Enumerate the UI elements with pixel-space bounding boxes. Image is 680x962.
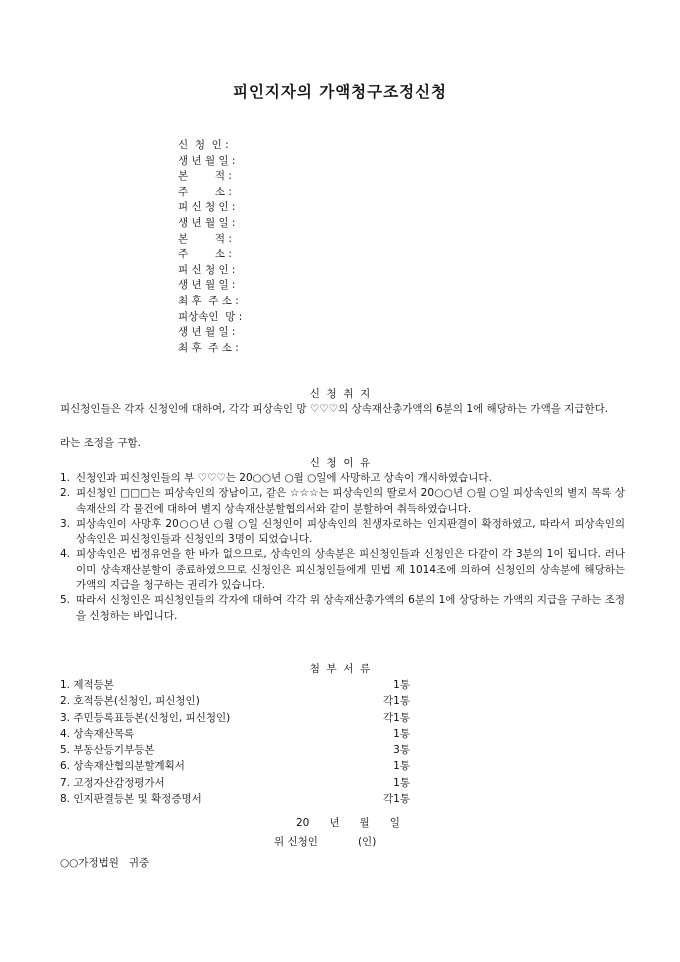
party-field: 생 년 월 일 :: [178, 279, 236, 292]
reason-item: [60, 486, 625, 517]
reason-text: 따라서 신청인은 피신청인들의 각자에 대하여 각각 위 상속재산총가액의 6분의 1에 상당하는 가액의 지급을 구하는 조정을 신청하는 바입니다.: [76, 594, 625, 622]
attachment-label: 8. 인지판결등본 및 확정증명서: [60, 793, 202, 806]
party-field: 피 신 청 인 :: [178, 201, 236, 214]
attachment-label: 6. 상속재산협의분할계획서: [60, 760, 185, 773]
reasons-list: [60, 471, 625, 624]
attachment-item: [60, 742, 410, 758]
party-field: 피 신 청 인 :: [178, 263, 236, 276]
signature-line: 위 신청인 (인): [274, 836, 377, 848]
party-field: 주 소 :: [178, 248, 232, 261]
reason-number: 1.: [60, 472, 71, 484]
attachment-count: 각1통: [383, 711, 410, 724]
purpose-heading: 신 청 취 지: [309, 388, 371, 400]
reason-item: [60, 517, 625, 548]
reason-item: [60, 547, 625, 593]
party-field: 생 년 월 일 :: [178, 326, 236, 339]
attachments-list: [60, 677, 410, 807]
attachment-label: 7. 고정자산감정평가서: [60, 776, 165, 789]
attachment-count: 1통: [393, 776, 410, 789]
reason-text: 피신청인 □□□는 피상속인의 장남이고, 같은 ☆☆☆는 피상속인의 딸로서 20○○년 ○월 ○일 피상속인의 별지 목록 상속재산의 각 물건에 대하여 별지 상속재산분할협의서와 같이 분할하여 취득하였습니다.: [76, 487, 625, 515]
attachment-item: [60, 775, 410, 791]
party-field: 최 후 주 소 :: [178, 341, 239, 354]
purpose-closing: 라는 조정을 구함.: [60, 437, 142, 449]
party-field: 생 년 월 일 :: [178, 216, 236, 229]
reason-number: 2.: [60, 487, 71, 500]
court-recipient: ○○가정법원 귀중: [60, 857, 150, 869]
party-field: 피상속인 망 :: [178, 310, 243, 323]
attachment-item: [60, 726, 410, 742]
party-field: 신 청 인 :: [178, 139, 229, 151]
attachment-label: 3. 주민등록표등본(신청인, 피신청인): [60, 711, 231, 724]
purpose-text: 피신청인들은 각자 신청인에 대하여, 각각 피상속인 망 ♡♡♡의 상속재산총가액의 6분의 1에 해당하는 가액을 지급한다.: [60, 403, 609, 415]
reasons-heading: 신 청 이 유: [309, 457, 371, 469]
attachment-count: 각1통: [383, 793, 410, 806]
party-field: 주 소 :: [178, 185, 232, 198]
reason-text: 피상속인이 사망후 20○○년 ○월 ○일 신청인이 피상속인의 친생자로하는 인지판결이 확정하였고, 따라서 피상속인의 상속인은 피신청인들과 신청인의 3명이 되었습니다.: [76, 517, 625, 546]
attachment-item: [60, 693, 410, 709]
party-field: 본 적 :: [178, 170, 232, 183]
attachment-item: [60, 677, 410, 693]
reason-number: 4.: [60, 548, 71, 561]
attachment-count: 3통: [393, 744, 410, 757]
reason-number: 5.: [60, 594, 71, 607]
party-info: [178, 138, 242, 356]
attachment-item: [60, 791, 410, 807]
attachment-label: 1. 제적등본: [60, 679, 114, 691]
attachments-heading: 첨 부 서 류: [309, 663, 371, 675]
reason-item: [60, 593, 625, 624]
party-field: 본 적 :: [178, 232, 232, 245]
attachment-label: 5. 부동산등기부등본: [60, 744, 155, 757]
attachment-count: 1통: [393, 760, 410, 773]
attachment-item: [60, 710, 410, 726]
date-line: 20 년 월 일: [296, 817, 400, 829]
reason-text: 피상속인은 법정유언을 한 바가 없으므로, 상속인의 상속분은 피신청인들과 신청인은 다같이 각 3분의 1이 됩니다. 러나 이미 상속재산분할이 종료하였으므로 신청인은 피신청인들에게 민법 제 1014조에 의하여 신청인의 상속분에 해당하는 가액의 지급을 청구하는 권리가 있습니다.: [76, 548, 625, 592]
party-field: 생 년 월 일 :: [178, 154, 236, 167]
party-field: 최 후 주 소 :: [178, 294, 239, 307]
attachment-label: 4. 상속재산목록: [60, 727, 135, 740]
attachment-count: 1통: [393, 727, 410, 740]
attachment-item: [60, 758, 410, 774]
reason-item: [60, 471, 625, 486]
reason-number: 3.: [60, 517, 71, 530]
attachment-count: 각1통: [383, 695, 410, 708]
document-title: 피인지자의 가액청구조정신청: [232, 83, 448, 101]
reason-text: 신청인과 피신청인들의 부 ♡♡♡는 20○○년 ○월 ○일에 사망하고 상속이 개시하였습니다.: [76, 472, 492, 484]
attachment-label: 2. 호적등본(신청인, 피신청인): [60, 695, 200, 708]
attachment-count: 1통: [393, 679, 410, 691]
